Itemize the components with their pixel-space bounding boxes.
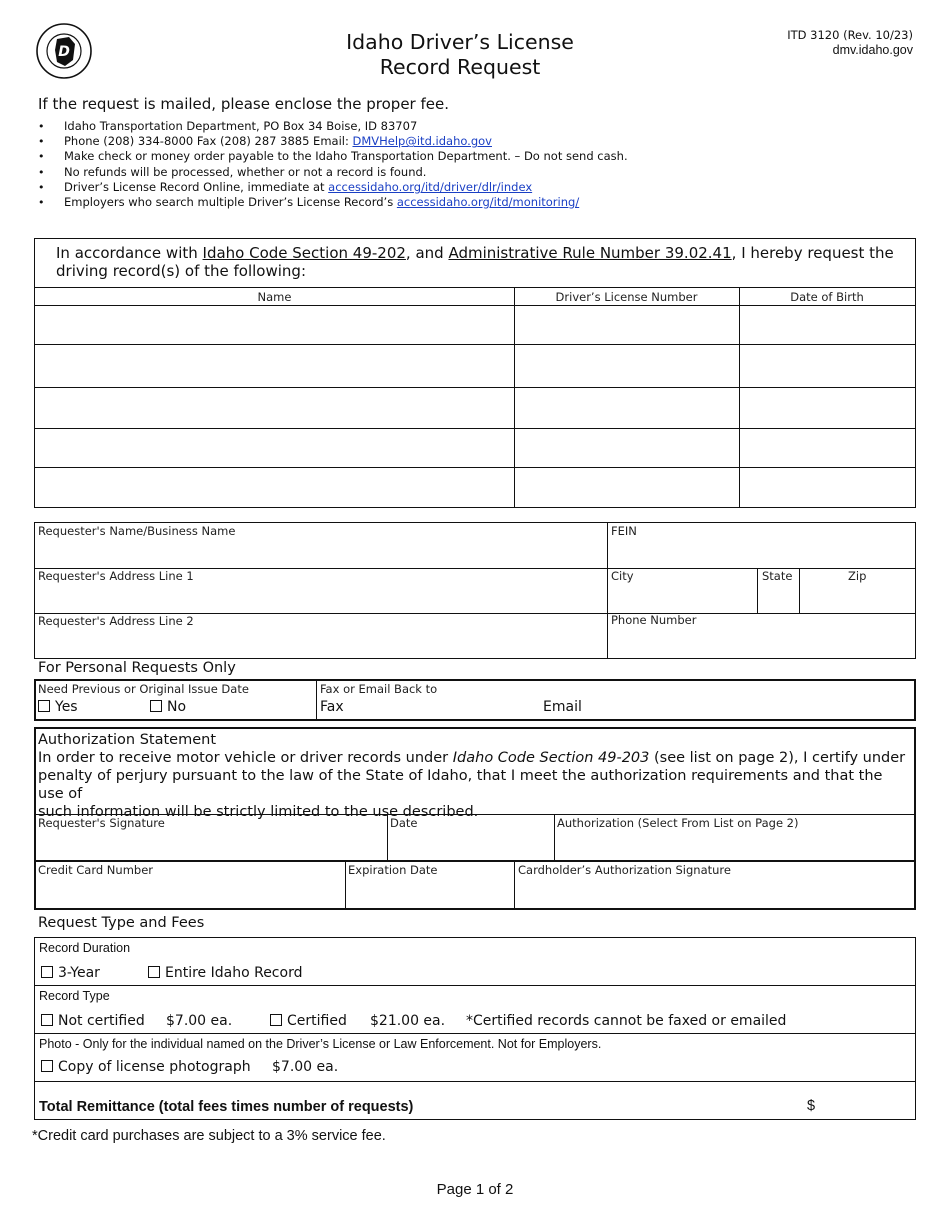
row-divider [35, 467, 915, 468]
name-input-row5[interactable] [36, 469, 513, 506]
row-divider [35, 344, 915, 345]
form-id [787, 28, 913, 58]
mail-note: If the request is mailed, please enclose the proper fee. [38, 95, 449, 113]
record-type-label: Record Type [39, 989, 110, 1003]
divider [387, 814, 388, 860]
total-remittance-input[interactable] [820, 1090, 912, 1116]
personal-heading: For Personal Requests Only [38, 660, 236, 676]
divider [35, 1081, 915, 1082]
fees-heading: Request Type and Fees [38, 915, 205, 931]
col-dob-header: Date of Birth [790, 290, 864, 304]
credit-card-label: Credit Card Number [38, 863, 153, 877]
divider [35, 814, 915, 815]
license-input-row3[interactable] [516, 389, 738, 427]
name-input-row3[interactable] [36, 389, 513, 427]
fax-field[interactable]: Fax [320, 699, 344, 715]
date-input[interactable] [389, 832, 553, 859]
list-item: • Employers who search multiple Driver’s License Record’s accessidaho.org/itd/monitoring/ [38, 195, 918, 210]
name-input-row1[interactable] [36, 307, 513, 343]
dob-input-row1[interactable] [741, 307, 914, 343]
email-link[interactable]: DMVHelp@itd.idaho.gov [352, 134, 492, 149]
itd-seal-icon [33, 22, 95, 80]
signature-label: Requester's Signature [38, 816, 165, 830]
dob-input-row4[interactable] [741, 430, 914, 466]
title-line-1: Idaho Driver’s License [346, 30, 574, 54]
divider [799, 568, 800, 613]
dob-input-row3[interactable] [741, 389, 914, 427]
zip-label: Zip [848, 569, 867, 583]
license-input-row4[interactable] [516, 430, 738, 466]
col-name-header: Name [257, 290, 292, 304]
address2-input[interactable] [36, 630, 606, 657]
address1-input[interactable] [36, 585, 606, 612]
divider [757, 568, 758, 613]
name-input-row4[interactable] [36, 430, 513, 466]
rule-39-02-41-link[interactable]: Administrative Rule Number 39.02.41 [448, 244, 732, 262]
list-item: • Driver’s License Record Online, immediate at accessidaho.org/itd/driver/dlr/index [38, 180, 918, 195]
form-title [300, 30, 620, 80]
monitoring-link[interactable]: accessidaho.org/itd/monitoring/ [396, 195, 580, 210]
yes-option[interactable]: Yes [38, 699, 78, 715]
fein-input[interactable] [609, 540, 914, 567]
date-label: Date [390, 816, 418, 830]
state-label: State [762, 569, 793, 583]
address2-label: Requester's Address Line 2 [38, 614, 194, 628]
not-certified-price: $7.00 ea. [166, 1013, 233, 1029]
divider [35, 985, 915, 986]
divider [607, 522, 608, 659]
certified-price: $21.00 ea. [370, 1013, 446, 1029]
requester-name-input[interactable] [36, 540, 606, 567]
divider [554, 814, 555, 860]
total-dollar-sign: $ [807, 1098, 816, 1114]
certified-note: *Certified records cannot be faxed or emailed [466, 1013, 787, 1029]
certified-option[interactable]: Certified [270, 1013, 347, 1029]
form-number: ITD 3120 (Rev. 10/23) [787, 28, 913, 42]
expiration-input[interactable] [347, 880, 513, 908]
title-line-2: Record Request [379, 55, 541, 79]
yes-checkbox[interactable] [38, 700, 50, 712]
license-input-row1[interactable] [516, 307, 738, 343]
divider [345, 861, 346, 909]
list-item: • Phone (208) 334-8000 Fax (208) 287 3885 Email: DMVHelp@itd.idaho.gov [38, 134, 918, 149]
city-label: City [611, 569, 634, 583]
expiration-label: Expiration Date [348, 863, 438, 877]
license-input-row5[interactable] [516, 469, 738, 506]
website: dmv.idaho.gov [832, 43, 913, 57]
state-input[interactable] [759, 585, 798, 612]
divider [514, 288, 515, 507]
divider [35, 287, 915, 288]
photo-price: $7.00 ea. [272, 1059, 339, 1075]
issue-date-label: Need Previous or Original Issue Date [38, 682, 249, 696]
fein-label: FEIN [611, 524, 637, 538]
svg-text:D: D [58, 44, 70, 60]
authorization-code-label: Authorization (Select From List on Page 2) [557, 816, 799, 830]
no-checkbox[interactable] [150, 700, 162, 712]
request-statement: In accordance with Idaho Code Section 49-202, and Administrative Rule Number 39.02.41, I hereby request the driving record(s) of the following: [56, 244, 894, 280]
requester-name-label: Requester's Name/Business Name [38, 524, 236, 538]
list-item: • No refunds will be processed, whether or not a record is found. [38, 165, 918, 180]
three-year-checkbox[interactable] [41, 966, 53, 978]
divider [739, 288, 740, 507]
dob-input-row5[interactable] [741, 469, 914, 506]
photo-label: Photo - Only for the individual named on the Driver’s License or Law Enforcement. Not for Employers. [39, 1037, 602, 1051]
not-certified-option[interactable]: Not certified [41, 1013, 145, 1029]
entire-record-checkbox[interactable] [148, 966, 160, 978]
total-remittance-label: Total Remittance (total fees times number of requests) [39, 1099, 414, 1115]
license-input-row2[interactable] [516, 346, 738, 386]
photo-copy-option[interactable]: Copy of license photograph [41, 1059, 251, 1075]
phone-label: Phone Number [611, 613, 697, 627]
divider [514, 861, 515, 909]
col-license-header: Driver’s License Number [555, 290, 698, 304]
certified-checkbox[interactable] [270, 1014, 282, 1026]
cardholder-signature-label: Cardholder’s Authorization Signature [518, 863, 731, 877]
not-certified-checkbox[interactable] [41, 1014, 53, 1026]
itd-logo [33, 22, 95, 80]
credit-card-input[interactable] [36, 880, 344, 908]
three-year-option[interactable]: 3-Year [41, 965, 100, 981]
fax-email-label: Fax or Email Back to [320, 682, 438, 696]
no-option[interactable]: No [150, 699, 186, 715]
code-49-202-link[interactable]: Idaho Code Section 49-202 [202, 244, 406, 262]
zip-input[interactable] [801, 585, 914, 612]
credit-card-fee-note: *Credit card purchases are subject to a 3% service fee. [32, 1128, 386, 1144]
cardholder-signature-input[interactable] [516, 880, 914, 908]
online-record-link[interactable]: accessidaho.org/itd/driver/dlr/index [328, 179, 533, 194]
name-input-row2[interactable] [36, 346, 513, 386]
divider [35, 1033, 915, 1034]
divider [35, 305, 915, 306]
divider [35, 860, 915, 862]
divider [316, 680, 317, 720]
entire-record-option[interactable]: Entire Idaho Record [148, 965, 302, 981]
info-list [38, 119, 918, 210]
signature-input[interactable] [36, 832, 386, 859]
authorization-heading: Authorization Statement [38, 732, 217, 748]
dob-input-row2[interactable] [741, 346, 914, 386]
page-number: Page 1 of 2 [436, 1181, 514, 1198]
row-divider [35, 387, 915, 388]
city-input[interactable] [609, 585, 756, 612]
record-duration-label: Record Duration [39, 941, 131, 955]
authorization-code-input[interactable] [556, 832, 914, 859]
list-item: • Make check or money order payable to the Idaho Transportation Department. – Do not send cash. [38, 149, 918, 164]
row-divider [35, 428, 915, 429]
list-item: • Idaho Transportation Department, PO Box 34 Boise, ID 83707 [38, 119, 918, 134]
email-field[interactable]: Email [543, 699, 582, 715]
authorization-statement: Authorization Statement In order to receive motor vehicle or driver records under Idaho Code Section 49-203 (see list on page 2), I certify under penalty of perjury pursuant to the law of the State of Idaho, that I meet the authorization requirements and that the use of such information will be strictly limited to the use described. [38, 731, 908, 821]
address1-label: Requester's Address Line 1 [38, 569, 194, 583]
phone-input[interactable] [609, 630, 914, 657]
photo-copy-checkbox[interactable] [41, 1060, 53, 1072]
